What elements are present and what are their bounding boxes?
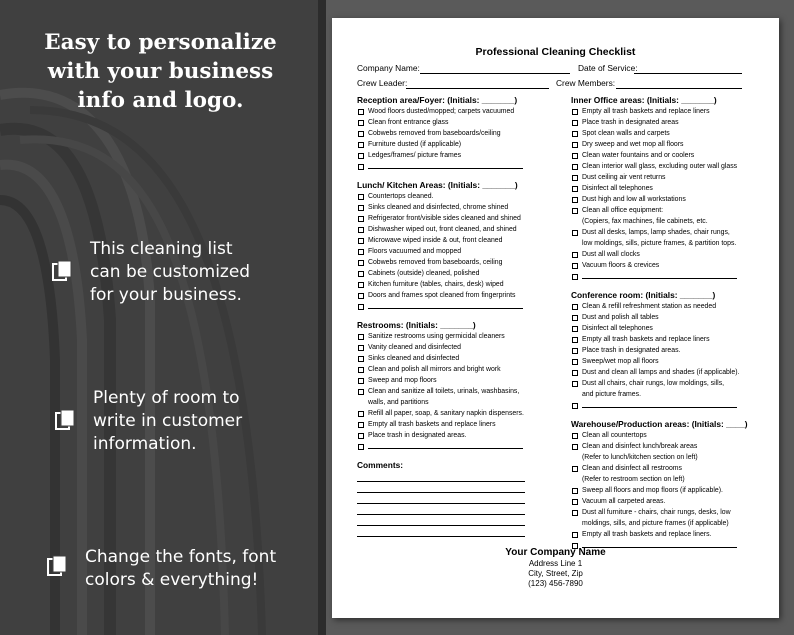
crew-leader-label: Crew Leader: <box>357 78 408 88</box>
blank-line[interactable] <box>368 301 523 309</box>
item-label: Ledges/frames/ picture frames <box>368 152 462 159</box>
checkbox[interactable] <box>572 120 578 126</box>
item-label: Kitchen furniture (tables, chairs, desk) wiped <box>368 281 504 288</box>
checklist-item <box>357 257 557 268</box>
feature-line: Plenty of room to <box>93 388 240 408</box>
checkbox[interactable] <box>358 131 364 137</box>
company-footer <box>332 547 779 589</box>
checklist-item <box>357 224 557 235</box>
item-label: Dust all chairs, chair rungs, low moldings, sills, <box>582 380 725 387</box>
checkbox[interactable] <box>572 510 578 516</box>
checklist-item <box>571 128 771 139</box>
checkbox[interactable] <box>572 131 578 137</box>
item-label: Sinks cleaned and disinfected <box>368 355 460 362</box>
checkbox[interactable] <box>358 411 364 417</box>
checkbox[interactable] <box>358 422 364 428</box>
checklist-item <box>357 117 557 128</box>
checkbox[interactable] <box>358 205 364 211</box>
checklist-item <box>571 441 771 452</box>
checklist-item <box>357 150 557 161</box>
item-label-continued: (Refer to lunch/kitchen section on left) <box>582 454 698 461</box>
item-label: Clean and disinfect all restrooms <box>582 465 682 472</box>
crew-members-field[interactable] <box>616 88 742 89</box>
headline-line: info and logo. <box>77 88 244 113</box>
section-heading: Warehouse/Production areas: (Initials: ____) <box>571 419 748 429</box>
item-label-continued: (Copiers, fax machines, file cabinets, etc. <box>582 218 708 225</box>
checkbox[interactable] <box>358 334 364 340</box>
checkbox[interactable] <box>572 186 578 192</box>
blank-line[interactable] <box>582 400 737 408</box>
item-label: Dry sweep and wet mop all floors <box>582 141 684 148</box>
left-column <box>357 95 557 537</box>
item-label: Clean all office equipment: <box>582 207 664 214</box>
checklist-item <box>571 172 771 183</box>
section-heading: Lunch/ Kitchen Areas: (Initials: _______) <box>357 180 518 190</box>
item-label: Cobwebs removed from baseboards, ceiling <box>368 259 503 266</box>
checklist-document <box>332 18 779 618</box>
checkbox[interactable] <box>358 304 364 310</box>
checkbox[interactable] <box>358 227 364 233</box>
section-heading: Restrooms: (Initials: _______) <box>357 320 476 330</box>
document-icon <box>52 260 74 282</box>
panel-divider <box>318 0 326 635</box>
item-label: Disinfect all telephones <box>582 185 653 192</box>
item-label: Dust and polish all tables <box>582 314 659 321</box>
section-gap <box>357 172 557 180</box>
checklist-item <box>357 213 557 224</box>
checkbox[interactable] <box>572 488 578 494</box>
item-label-continued: moldings, sills, and picture frames (if applicable) <box>582 520 729 527</box>
item-label: Dust all desks, lamps, lamp shades, chair rungs, <box>582 229 730 236</box>
checkbox[interactable] <box>572 252 578 258</box>
checkbox[interactable] <box>358 109 364 115</box>
checklist-item <box>571 529 771 540</box>
checklist-item <box>357 375 557 386</box>
checklist-item <box>571 367 771 378</box>
comment-line[interactable] <box>357 482 525 493</box>
item-label-continued: walls, and partitions <box>368 399 429 406</box>
item-label: Dust high and low all workstations <box>582 196 686 203</box>
item-label: Floors vacuumed and mopped <box>368 248 462 255</box>
comments-label: Comments: <box>357 460 404 470</box>
checklist-item <box>571 117 771 128</box>
checkbox[interactable] <box>358 389 364 395</box>
checklist-item <box>571 496 771 507</box>
phone-number: (123) 456-7890 <box>528 579 583 588</box>
checkbox[interactable] <box>572 433 578 439</box>
comment-line[interactable] <box>357 504 525 515</box>
company-name: Your Company Name <box>505 547 606 558</box>
item-label: Place trash in designated areas. <box>368 432 467 439</box>
item-label: Disinfect all telephones <box>582 325 653 332</box>
promo-headline <box>18 28 303 115</box>
checklist-item <box>571 260 771 271</box>
checklist-item <box>357 364 557 375</box>
checklist-item <box>571 183 771 194</box>
checkbox[interactable] <box>572 197 578 203</box>
item-label: Cabinets (outside) cleaned, polished <box>368 270 480 277</box>
checklist-item <box>357 139 557 150</box>
checkbox[interactable] <box>572 109 578 115</box>
item-label-continued: (Refer to restroom section on left) <box>582 476 685 483</box>
item-label: Clean water fountains and or coolers <box>582 152 695 159</box>
item-label: Clean and sanitize all toilets, urinals, washbasins, <box>368 388 520 395</box>
section-heading: Inner Office areas: (Initials: _______) <box>571 95 717 105</box>
item-label: Dust ceiling air vent returns <box>582 174 666 181</box>
item-label-continued: and picture frames. <box>582 391 641 398</box>
company-name-field[interactable] <box>420 73 570 74</box>
checkbox[interactable] <box>572 175 578 181</box>
item-label: Dust all wall clocks <box>582 251 640 258</box>
checklist-item <box>357 386 557 397</box>
section-gap <box>357 452 557 460</box>
item-label: Vacuum all carpeted areas. <box>582 498 666 505</box>
checkbox[interactable] <box>358 433 364 439</box>
checkbox[interactable] <box>572 466 578 472</box>
checklist-item <box>571 227 771 238</box>
date-of-service-label: Date of Service: <box>578 63 638 73</box>
feature-line: colors & everything! <box>85 570 259 590</box>
blank-checklist-item <box>357 441 557 452</box>
checklist-item <box>571 323 771 334</box>
item-label: Refill all paper, soap, & sanitary napkin dispensers. <box>368 410 524 417</box>
item-label: Dust and clean all lamps and shades (if applicable). <box>582 369 740 376</box>
item-label: Furniture dusted (if applicable) <box>368 141 462 148</box>
item-label: Vanity cleaned and disinfected <box>368 344 461 351</box>
item-label: Clean all countertops <box>582 432 647 439</box>
checklist-item <box>571 430 771 441</box>
checklist-item <box>571 463 771 474</box>
checkbox[interactable] <box>358 367 364 373</box>
item-label: Clean and disinfect lunch/break areas <box>582 443 698 450</box>
item-label: Sweep all floors and mop floors (if applicable). <box>582 487 723 494</box>
checklist-item <box>357 246 557 257</box>
item-label: Clean interior wall glass, excluding outer wall glass <box>582 163 738 170</box>
feature-line: write in customer <box>93 411 243 431</box>
checkbox[interactable] <box>572 164 578 170</box>
checkbox[interactable] <box>358 164 364 170</box>
section-heading: Reception area/Foyer: (Initials: _______) <box>357 95 518 105</box>
item-label: Sweep and mop floors <box>368 377 437 384</box>
checkbox[interactable] <box>572 337 578 343</box>
checkbox[interactable] <box>572 326 578 332</box>
item-label: Place trash in designated areas. <box>582 347 681 354</box>
blank-line[interactable] <box>368 161 523 169</box>
blank-checklist-item <box>357 301 557 312</box>
checklist-item <box>357 268 557 279</box>
checkbox[interactable] <box>358 238 364 244</box>
checklist-item <box>357 408 557 419</box>
item-label: Sanitize restrooms using germicidal cleaners <box>368 333 505 340</box>
checklist-item <box>571 139 771 150</box>
checklist-item <box>571 301 771 312</box>
checkbox[interactable] <box>358 378 364 384</box>
checkbox[interactable] <box>358 153 364 159</box>
company-name-label: Company Name: <box>357 63 420 73</box>
item-label: Empty all trash baskets and replace liners. <box>582 531 712 538</box>
checklist-item <box>571 345 771 356</box>
checkbox[interactable] <box>572 359 578 365</box>
checkbox[interactable] <box>572 142 578 148</box>
checkbox[interactable] <box>358 356 364 362</box>
item-label: Microwave wiped inside & out, front cleaned <box>368 237 503 244</box>
feature-line: for your business. <box>90 285 242 305</box>
section-heading: Conference room: (Initials: _______) <box>571 290 716 300</box>
checklist-item <box>357 353 557 364</box>
checkbox[interactable] <box>572 304 578 310</box>
checklist-item <box>357 128 557 139</box>
item-label: Wood floors dusted/mopped; carpets vacuumed <box>368 108 515 115</box>
right-column <box>571 95 771 551</box>
item-label: Spot clean walls and carpets <box>582 130 670 137</box>
checkbox[interactable] <box>572 532 578 538</box>
checkbox[interactable] <box>358 260 364 266</box>
blank-line[interactable] <box>582 271 737 279</box>
crew-leader-field[interactable] <box>406 88 549 89</box>
checklist-item <box>571 161 771 172</box>
promo-panel <box>0 0 318 635</box>
checklist-item <box>571 249 771 260</box>
checklist-item <box>357 419 557 430</box>
checklist-item <box>357 106 557 117</box>
checkbox[interactable] <box>358 271 364 277</box>
blank-checklist-item <box>571 400 771 411</box>
item-label: Empty all trash baskets and replace liners <box>582 336 710 343</box>
checklist-item <box>357 342 557 353</box>
checklist-item <box>571 150 771 161</box>
feature-room-to-write <box>93 387 242 456</box>
checklist-item <box>357 430 557 441</box>
item-label: Dust all furniture - chairs, chair rungs, desks, low <box>582 509 731 516</box>
checkbox[interactable] <box>572 348 578 354</box>
checklist-item <box>571 378 771 389</box>
section-gap <box>357 312 557 320</box>
checkbox[interactable] <box>572 263 578 269</box>
checklist-item <box>571 356 771 367</box>
checklist-item <box>571 205 771 216</box>
item-label: Clean front entrance glass <box>368 119 449 126</box>
item-label-continued: low moldings, sills, picture frames, & partition tops. <box>582 240 737 247</box>
feature-line: information. <box>93 434 197 454</box>
checklist-item <box>357 290 557 301</box>
checkbox[interactable] <box>358 216 364 222</box>
checkbox[interactable] <box>572 403 578 409</box>
checkbox[interactable] <box>358 120 364 126</box>
checkbox[interactable] <box>572 370 578 376</box>
feature-line: This cleaning list <box>90 239 233 259</box>
checklist-item <box>571 485 771 496</box>
blank-checklist-item <box>571 271 771 282</box>
blank-line[interactable] <box>368 441 523 449</box>
blank-checklist-item <box>357 161 557 172</box>
item-label: Clean & refill refreshment station as needed <box>582 303 717 310</box>
feature-line: Change the fonts, font <box>85 547 277 567</box>
document-icon <box>55 409 77 431</box>
document-title: Professional Cleaning Checklist <box>475 46 636 58</box>
item-label: Clean and polish all mirrors and bright work <box>368 366 501 373</box>
item-label: Cobwebs removed from baseboards/ceiling <box>368 130 501 137</box>
checkbox[interactable] <box>358 345 364 351</box>
checkbox[interactable] <box>358 249 364 255</box>
checklist-item <box>357 331 557 342</box>
address-line-2: City, Street, Zip <box>528 569 583 578</box>
checkbox[interactable] <box>572 381 578 387</box>
document-icon <box>47 555 69 577</box>
checklist-item <box>357 235 557 246</box>
item-label: Empty all trash baskets and replace liners <box>582 108 710 115</box>
item-label: Countertops cleaned. <box>368 193 434 200</box>
item-label: Sweep/wet mop all floors <box>582 358 659 365</box>
date-of-service-field[interactable] <box>634 73 742 74</box>
checkbox[interactable] <box>572 230 578 236</box>
feature-change-fonts <box>85 546 276 592</box>
checkbox[interactable] <box>572 444 578 450</box>
section-gap <box>571 411 771 419</box>
item-label: Dishwasher wiped out, front cleaned, and shined <box>368 226 517 233</box>
checklist-item <box>357 202 557 213</box>
feature-customizable <box>90 238 250 307</box>
checkbox[interactable] <box>358 293 364 299</box>
address-line-1: Address Line 1 <box>528 559 583 568</box>
item-label: Doors and frames spot cleaned from fingerprints <box>368 292 516 299</box>
checklist-item <box>571 194 771 205</box>
comment-line[interactable] <box>357 493 525 504</box>
checklist-item <box>571 334 771 345</box>
section-gap <box>571 282 771 290</box>
comment-line[interactable] <box>357 526 525 537</box>
checklist-item <box>571 507 771 518</box>
checkbox[interactable] <box>358 194 364 200</box>
checkbox[interactable] <box>358 142 364 148</box>
checkbox[interactable] <box>572 274 578 280</box>
item-label: Place trash in designated areas <box>582 119 679 126</box>
checklist-item <box>357 191 557 202</box>
item-label: Sinks cleaned and disinfected, chrome shined <box>368 204 509 211</box>
checklist-item <box>571 106 771 117</box>
checkbox[interactable] <box>358 282 364 288</box>
checkbox[interactable] <box>572 499 578 505</box>
item-label: Empty all trash baskets and replace liners <box>368 421 496 428</box>
checklist-item <box>571 312 771 323</box>
comment-line[interactable] <box>357 515 525 526</box>
crew-members-label: Crew Members: <box>556 78 616 88</box>
checkbox[interactable] <box>572 153 578 159</box>
comment-line[interactable] <box>357 471 525 482</box>
feature-line: can be customized <box>90 262 251 282</box>
checklist-item <box>357 279 557 290</box>
checkbox[interactable] <box>358 444 364 450</box>
item-label: Vacuum floors & crevices <box>582 262 660 269</box>
checkbox[interactable] <box>572 315 578 321</box>
item-label: Refrigerator front/visible sides cleaned and shined <box>368 215 521 222</box>
checkbox[interactable] <box>572 208 578 214</box>
headline-line: Easy to personalize <box>44 30 277 55</box>
headline-line: with your business <box>47 59 274 84</box>
